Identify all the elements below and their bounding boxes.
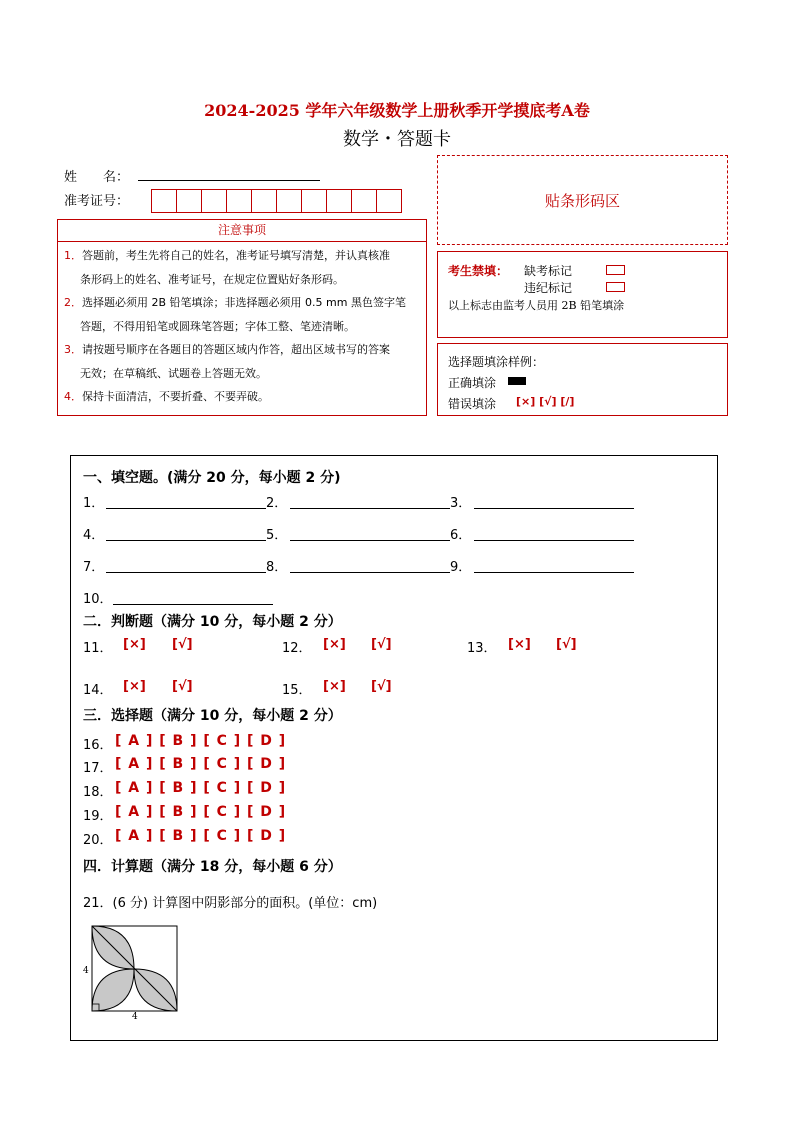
id-label: 准考证号： xyxy=(64,194,130,209)
answer-blank-8[interactable] xyxy=(290,571,450,573)
exam-id-boxes[interactable] xyxy=(151,189,401,213)
judge-12-x[interactable]: [×] xyxy=(323,637,346,652)
id-digit-box[interactable] xyxy=(201,189,227,213)
answer-area xyxy=(70,455,718,1041)
answer-blank-6[interactable] xyxy=(474,539,634,541)
section-fill-title: 一、填空题。(满分 20 分，每小题 2 分) xyxy=(83,470,341,486)
exam-title: 2024-2025 学年六年级数学上册秋季开学摸底考A卷 xyxy=(204,101,590,120)
name-field[interactable] xyxy=(138,179,320,181)
notice-title: 注意事项 xyxy=(57,219,427,242)
judge-15-x[interactable]: [×] xyxy=(323,679,346,694)
question-3-num: 3． xyxy=(450,496,472,511)
name-label: 姓 名： xyxy=(64,170,130,185)
id-digit-box[interactable] xyxy=(351,189,377,213)
correct-label: 正确填涂 xyxy=(448,376,497,390)
judge-12-check[interactable]: [√] xyxy=(371,637,392,652)
answer-blank-9[interactable] xyxy=(474,571,634,573)
id-digit-box[interactable] xyxy=(176,189,202,213)
absent-label: 缺考标记 xyxy=(524,264,573,278)
id-digit-box[interactable] xyxy=(226,189,252,213)
choice-17-options[interactable]: [ A ] [ B ] [ C ] [ D ] xyxy=(115,756,287,772)
notice-line: 2．选择题必须用 2B 铅笔填涂；非选择题必须用 0.5 mm 黑色签字笔 xyxy=(64,296,406,309)
question-14-num: 14． xyxy=(83,683,113,698)
section-choice-title: 三．选择题（满分 10 分，每小题 2 分） xyxy=(83,708,342,724)
judge-15-check[interactable]: [√] xyxy=(371,679,392,694)
notice-line: 无效；在草稿纸、试题卷上答题无效。 xyxy=(80,366,267,380)
question-21-text: 21．(6 分) 计算图中阴影部分的面积。(单位：cm) xyxy=(83,896,378,911)
forbidden-note: 以上标志由监考人员用 2B 铅笔填涂 xyxy=(448,299,625,312)
notice-line: 答题，不得用铅笔或圆珠笔答题；字体工整、笔迹清晰。 xyxy=(80,319,355,333)
id-digit-box[interactable] xyxy=(376,189,402,213)
violation-label: 违纪标记 xyxy=(524,281,573,295)
question-11-num: 11． xyxy=(83,641,113,656)
judge-11-x[interactable]: [×] xyxy=(123,637,146,652)
id-digit-box[interactable] xyxy=(151,189,177,213)
answer-blank-5[interactable] xyxy=(290,539,450,541)
correct-fill-sample xyxy=(508,377,526,385)
fill-sample-box xyxy=(437,343,728,416)
notice-line: 条形码上的姓名、准考证号，在规定位置贴好条形码。 xyxy=(80,272,344,286)
question-20-num: 20． xyxy=(83,833,113,848)
forbidden-label: 考生禁填： xyxy=(448,264,509,278)
question-13-num: 13． xyxy=(467,641,497,656)
question-5-num: 5． xyxy=(266,528,288,543)
judge-13-check[interactable]: [√] xyxy=(556,637,577,652)
judge-11-check[interactable]: [√] xyxy=(172,637,193,652)
id-digit-box[interactable] xyxy=(251,189,277,213)
answer-blank-10[interactable] xyxy=(113,603,273,605)
notice-line: 4．保持卡面清洁，不要折叠、不要弄破。 xyxy=(64,390,269,403)
question-7-num: 7． xyxy=(83,560,105,575)
section-calc-title: 四．计算题（满分 18 分，每小题 6 分） xyxy=(83,859,342,875)
answer-blank-3[interactable] xyxy=(474,507,634,509)
wrong-label: 错误填涂 xyxy=(448,397,497,411)
id-digit-box[interactable] xyxy=(276,189,302,213)
question-16-num: 16． xyxy=(83,738,113,753)
forbidden-box xyxy=(437,251,728,338)
violation-mark-box[interactable] xyxy=(606,282,625,292)
side-length-label: 4 xyxy=(83,966,89,976)
judge-14-x[interactable]: [×] xyxy=(123,679,146,694)
choice-20-options[interactable]: [ A ] [ B ] [ C ] [ D ] xyxy=(115,828,287,844)
answer-blank-1[interactable] xyxy=(106,507,266,509)
notice-line: 1．答题前，考生先将自己的姓名，准考证号填写清楚，并认真核准 xyxy=(64,249,390,262)
choice-19-options[interactable]: [ A ] [ B ] [ C ] [ D ] xyxy=(115,804,287,820)
judge-13-x[interactable]: [×] xyxy=(508,637,531,652)
answer-blank-4[interactable] xyxy=(106,539,266,541)
choice-18-options[interactable]: [ A ] [ B ] [ C ] [ D ] xyxy=(115,780,287,796)
section-judge-title: 二．判断题（满分 10 分，每小题 2 分） xyxy=(83,614,342,630)
question-17-num: 17． xyxy=(83,761,113,776)
answer-blank-2[interactable] xyxy=(290,507,450,509)
notice-line: 3．请按题号顺序在各题目的答题区域内作答，超出区域书写的答案 xyxy=(64,343,390,356)
id-digit-box[interactable] xyxy=(301,189,327,213)
question-1-num: 1． xyxy=(83,496,105,511)
question-12-num: 12． xyxy=(282,641,312,656)
question-9-num: 9． xyxy=(450,560,472,575)
question-8-num: 8． xyxy=(266,560,288,575)
barcode-area xyxy=(437,155,728,245)
question-18-num: 18． xyxy=(83,785,113,800)
wrong-marks: [×] [√] [/] xyxy=(516,395,575,408)
question-19-num: 19． xyxy=(83,809,113,824)
shaded-area-figure xyxy=(83,923,183,1019)
question-2-num: 2． xyxy=(266,496,288,511)
barcode-label: 贴条形码区 xyxy=(544,191,620,210)
question-6-num: 6． xyxy=(450,528,472,543)
question-4-num: 4． xyxy=(83,528,105,543)
question-10-num: 10． xyxy=(83,592,113,607)
answer-blank-7[interactable] xyxy=(106,571,266,573)
question-15-num: 15． xyxy=(282,683,312,698)
id-digit-box[interactable] xyxy=(326,189,352,213)
card-subtitle: 数学・答题卡 xyxy=(343,129,451,150)
absent-mark-box[interactable] xyxy=(606,265,625,275)
judge-14-check[interactable]: [√] xyxy=(172,679,193,694)
bottom-length-label: 4 xyxy=(132,1012,138,1019)
choice-16-options[interactable]: [ A ] [ B ] [ C ] [ D ] xyxy=(115,733,287,749)
sample-title: 选择题填涂样例： xyxy=(448,355,545,369)
notice-box xyxy=(57,242,427,416)
